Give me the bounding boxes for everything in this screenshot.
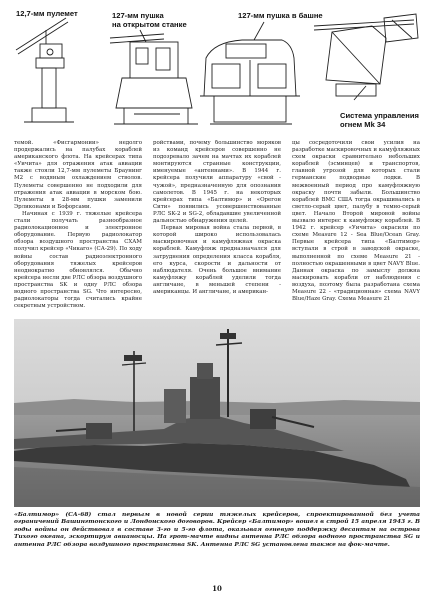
article-body [14,140,420,318]
fire-control-label-line1: Система управления [340,111,419,120]
open-mount-gun-label-line2: на открытом станке [112,19,187,29]
page-number: 10 [212,584,222,593]
cruiser-photo [14,319,420,507]
turret-gun-drawing [200,40,300,124]
photo-caption: «Балтимор» (СА-68) стал первым в новой серии тяжелых крейсеров, спроектированной без учета ограничений Вашингтонского и Лондонского договоров. Крейсер «Балтимор» вошел в строй 15 апреля 1943 г. В годы войны он действовал в составе 3-го и 5-го флота, оказывая огневую поддержку десантам на острова Тихого океана, эскортируя авианосцы. На грот-мачте видны антенна РЛС обзора водного пространства SG и антенна РЛС обзора воздушного пространства SK. Антенна РЛС SG установлена также на фок-мачте. [14,511,420,548]
paragraph: Первая мировая война стала первой, в которой широко использовалась маскировочная и камуфляжная окраска кораблей. Камуфляж предназначался для затруднения определения класса корабля, его курса, скорости и дальности от наблюдателя. Очень большое внимание камуфляжу кораблей уделили тогда англичане, в меньшей степени - американцы. И англичане, и американ- [153,225,281,295]
fire-control-director-drawing [314,14,418,96]
paragraph: темой. «Фисгармонии» недолго продержались на палубах кораблей американского флота. На крейсерах типа «Уичита» для отражения атак авиации также стояли 12,7-мм пулеметы Браунинг М2 с водяным охлаждением стволов. Пулеметы совершенно не подходили для отражения атак авиации в морском бою. Пулеметы в 28-мм пушки заменили Эрликонами и Бофорсами. [14,140,142,210]
weapons-drawing [14,8,420,140]
text-column-3 [292,140,420,318]
machine-gun-label: 12,7-мм пулемет [16,9,78,18]
paragraph: Начиная с 1939 г. тяжелые крейсера стали получать разнообразное радиолокационное и электронное оборудование. Первую радиолокатор обзора воздушного пространства СХАМ получил крейсер «Чикаго» (СА-29). По ходу войны состав радиоэлектронного оборудования тяжелых крейсеров неоднократно обновлялся. Обычно крейсера несли две РЛС обзора воздушного пространства SK и одну РЛС обзора водного пространства SG. Что интересно, радиолокаторы тогда считались крайне секретным устройством. [14,210,142,310]
fire-control-label [340,112,419,129]
fire-control-label-line2: огнем Mk 34 [340,119,386,129]
machine-gun-drawing [16,18,74,122]
paragraph: цы сосредоточили свои усилия на разработке маскировочных и камуфляжных схем окраски сравнительно небольших кораблей (эсминцев) и транспортов, главной угрозой для которых стали германские подводные лодки. В межвоенный период про камуфляжную окраску почти забыли. Большинство кораблей ВМС США тогда окрашивались в светло-серый цвет, палубу в темно-серый цвет. Начало Второй мировой войны вызвало интерес к камуфляжу кораблей. В 1942 г. крейсер «Уичита» окрасили по схеме Measure 12 - Sea Blue/Ocean Gray. Первые крейсера типа «Балтимор» вступали в строй в заводской окраске, выполненной по схеме Measure 21 - полностью окрашенными в цвет NAVY Blue. Данная окраска по замыслу должна маскировать корабли от наблюдения с воздуха, поэтому была разработана схема Measure 22 - «традиционная» схема NAVY Blue/Haze Gray. Схема Measure 21 [292,140,420,303]
open-mount-gun-drawing [110,34,198,124]
paragraph: ройствами, почему большинство моряков из команд крейсеров совершенно не подозревало зачем на мачтах их кораблей монтируются странные конструкции, именуемые «антеннами». В 1944 г. крейсера получили аппаратуру «свой - чужой», предназначенную для опознания самолетов. В 1945 г. на некоторых крейсерах типа «Балтимор» и «Орегон Сити» появились усовершенствованные РЛС SK-2 и SG-2, обладавшие увеличенной дальностью обнаружения целей. [153,140,281,225]
open-mount-gun-label [112,12,187,29]
turret-gun-label: 127-мм пушка в башне [238,11,323,20]
text-column-2 [153,140,281,318]
open-mount-gun-label-line1: 127-мм пушка [112,11,164,20]
text-column-1 [14,140,142,318]
cruiser-photo-image [14,319,420,507]
